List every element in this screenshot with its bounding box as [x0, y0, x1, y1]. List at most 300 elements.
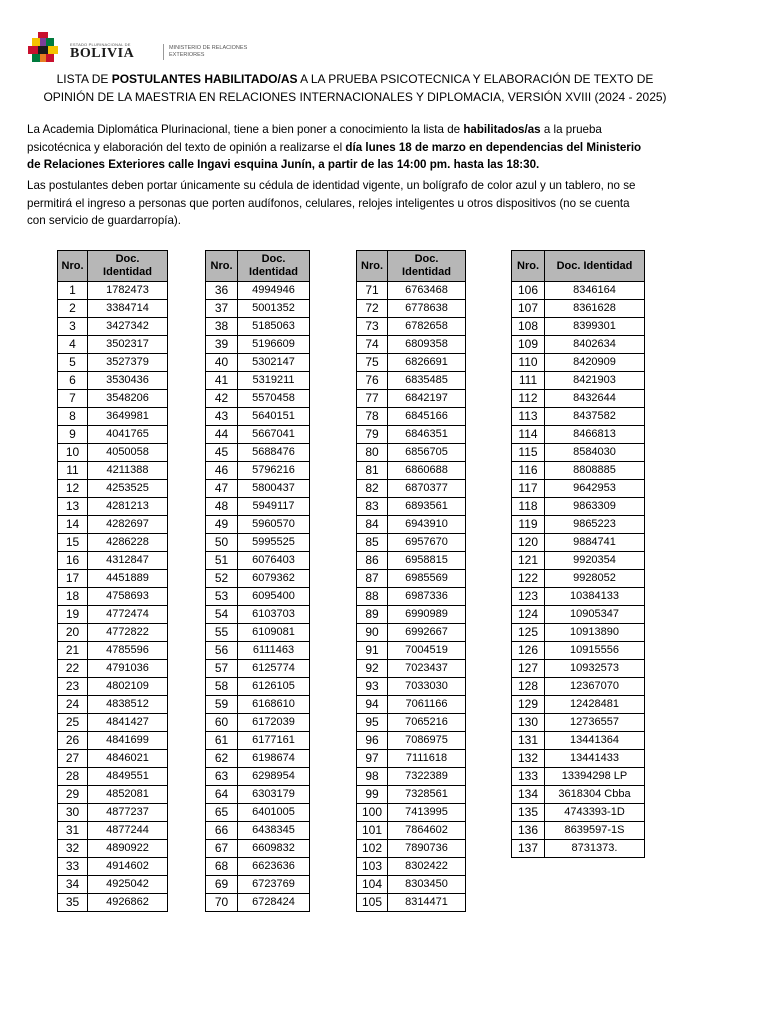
identity-document: 8639597-1S [545, 822, 645, 840]
row-number: 73 [357, 318, 388, 336]
row-number: 121 [512, 552, 545, 570]
identity-document: 6809358 [388, 336, 466, 354]
row-number: 37 [206, 300, 238, 318]
table-row [357, 282, 466, 300]
identity-document: 1782473 [88, 282, 168, 300]
identity-document: 5001352 [238, 300, 310, 318]
table-row [357, 858, 466, 876]
table-row [512, 282, 645, 300]
identity-document: 6109081 [238, 624, 310, 642]
identity-document: 9920354 [545, 552, 645, 570]
identity-document: 4312847 [88, 552, 168, 570]
row-number: 34 [58, 876, 88, 894]
table-row [512, 372, 645, 390]
identity-document: 8302422 [388, 858, 466, 876]
table-row [512, 480, 645, 498]
row-number: 36 [206, 282, 238, 300]
row-number: 9 [58, 426, 88, 444]
row-number: 2 [58, 300, 88, 318]
identity-document: 6623636 [238, 858, 310, 876]
table-row [206, 372, 310, 390]
table-row [512, 642, 645, 660]
table-row [512, 444, 645, 462]
table-row [357, 480, 466, 498]
table-row [357, 822, 466, 840]
table-row [357, 714, 466, 732]
bolivia-emblem-icon [28, 32, 58, 62]
intro-paragraph [27, 121, 647, 174]
row-number: 14 [58, 516, 88, 534]
row-number: 90 [357, 624, 388, 642]
identity-document: 4050058 [88, 444, 168, 462]
ministry-name: MINISTERIO DE RELACIONES EXTERIORES [169, 45, 248, 58]
identity-document: 4852081 [88, 786, 168, 804]
identity-document: 8399301 [545, 318, 645, 336]
identity-document: 4838512 [88, 696, 168, 714]
row-number: 106 [512, 282, 545, 300]
identity-document: 6103703 [238, 606, 310, 624]
identity-document: 6992667 [388, 624, 466, 642]
table-row [357, 354, 466, 372]
identity-document: 6893561 [388, 498, 466, 516]
table-row [357, 516, 466, 534]
identity-document: 12367070 [545, 678, 645, 696]
row-number: 107 [512, 300, 545, 318]
identity-document: 6958815 [388, 552, 466, 570]
row-number: 43 [206, 408, 238, 426]
row-number: 94 [357, 696, 388, 714]
intro-part1: La Academia Diplomática Plurinacional, tiene a bien poner a conocimiento la lista de [27, 123, 464, 136]
table-row [58, 840, 168, 858]
table-row [512, 822, 645, 840]
table-row [58, 498, 168, 516]
row-number: 79 [357, 426, 388, 444]
table-row [512, 750, 645, 768]
table-row [512, 768, 645, 786]
table-row [206, 858, 310, 876]
table-row [58, 642, 168, 660]
row-number: 72 [357, 300, 388, 318]
table-row [512, 840, 645, 858]
logo-caption: ESTADO PLURINACIONAL DE [70, 42, 131, 47]
intro-bold2: día lunes 18 de marzo en dependencias del Ministerio de Relaciones Exteriores calle Ingavi esquina Junín, a partir de las 14:00 pm. hasta las 18:30. [27, 140, 642, 171]
row-number: 119 [512, 516, 545, 534]
table-row [206, 552, 310, 570]
identity-document: 7033030 [388, 678, 466, 696]
table-row [58, 588, 168, 606]
row-number: 117 [512, 480, 545, 498]
table-row [58, 354, 168, 372]
table-row [206, 696, 310, 714]
table-row [512, 390, 645, 408]
row-number: 93 [357, 678, 388, 696]
row-number: 86 [357, 552, 388, 570]
row-number: 50 [206, 534, 238, 552]
table-row [206, 498, 310, 516]
row-number: 48 [206, 498, 238, 516]
table-row [357, 624, 466, 642]
row-number: 49 [206, 516, 238, 534]
row-number: 111 [512, 372, 545, 390]
table-row [357, 894, 466, 912]
table-row [58, 462, 168, 480]
header-nro: Nro. [512, 251, 545, 282]
identity-document: 3548206 [88, 390, 168, 408]
row-number: 103 [357, 858, 388, 876]
identity-document: 9642953 [545, 480, 645, 498]
row-number: 44 [206, 426, 238, 444]
row-number: 137 [512, 840, 545, 858]
identity-document: 6782658 [388, 318, 466, 336]
identity-document: 6076403 [238, 552, 310, 570]
table-row [512, 336, 645, 354]
identity-document: 13441364 [545, 732, 645, 750]
identity-document: 5185063 [238, 318, 310, 336]
table-row [206, 894, 310, 912]
identity-document: 8314471 [388, 894, 466, 912]
row-number: 55 [206, 624, 238, 642]
table-row [58, 696, 168, 714]
table-row [206, 786, 310, 804]
identity-document: 4890922 [88, 840, 168, 858]
table-row [206, 606, 310, 624]
row-number: 69 [206, 876, 238, 894]
identity-document: 5319211 [238, 372, 310, 390]
row-number: 128 [512, 678, 545, 696]
identity-document: 5949117 [238, 498, 310, 516]
identity-document: 4877237 [88, 804, 168, 822]
id-table-4 [511, 250, 645, 858]
identity-document: 8420909 [545, 354, 645, 372]
table-row [206, 624, 310, 642]
table-row [58, 300, 168, 318]
table-row [512, 678, 645, 696]
table-row [58, 894, 168, 912]
row-number: 85 [357, 534, 388, 552]
identity-document: 4841699 [88, 732, 168, 750]
logo-country: BOLIVIA [70, 46, 135, 61]
identity-document: 6079362 [238, 570, 310, 588]
identity-document: 13441433 [545, 750, 645, 768]
row-number: 84 [357, 516, 388, 534]
identity-document: 8303450 [388, 876, 466, 894]
title-part2: A LA PRUEBA PSICOTECNICA Y ELABORACIÓN DE TEXTO DE OPINIÓN DE LA MAESTRIA EN RELACIONES INTERNACIONALES Y DIPLOMACIA, VERSIÓN XVIII (2024 - 2025) [43, 72, 667, 104]
identity-document: 9863309 [545, 498, 645, 516]
table-row [206, 426, 310, 444]
row-number: 122 [512, 570, 545, 588]
identity-document: 9865223 [545, 516, 645, 534]
row-number: 53 [206, 588, 238, 606]
row-number: 29 [58, 786, 88, 804]
identity-document: 5570458 [238, 390, 310, 408]
identity-document: 10905347 [545, 606, 645, 624]
identity-document: 3618304 Cbba [545, 786, 645, 804]
table-row [58, 282, 168, 300]
identity-document: 4791036 [88, 660, 168, 678]
table-row [512, 516, 645, 534]
table-row [58, 390, 168, 408]
row-number: 65 [206, 804, 238, 822]
table-row [512, 624, 645, 642]
row-number: 18 [58, 588, 88, 606]
identity-document: 5796216 [238, 462, 310, 480]
table-row [357, 786, 466, 804]
table-row [357, 750, 466, 768]
row-number: 123 [512, 588, 545, 606]
identity-document: 6856705 [388, 444, 466, 462]
table-row [357, 372, 466, 390]
table-row [357, 606, 466, 624]
row-number: 62 [206, 750, 238, 768]
row-number: 110 [512, 354, 545, 372]
table-row [206, 660, 310, 678]
row-number: 108 [512, 318, 545, 336]
row-number: 101 [357, 822, 388, 840]
id-table-3 [356, 250, 466, 912]
row-number: 98 [357, 768, 388, 786]
identity-document: 6763468 [388, 282, 466, 300]
table-row [58, 480, 168, 498]
header-doc: Doc. Identidad [388, 251, 466, 282]
identity-document: 5800437 [238, 480, 310, 498]
identity-document: 7890736 [388, 840, 466, 858]
row-number: 81 [357, 462, 388, 480]
table-row [206, 408, 310, 426]
table-row [58, 750, 168, 768]
row-number: 4 [58, 336, 88, 354]
row-number: 75 [357, 354, 388, 372]
table-row [206, 336, 310, 354]
table-row [512, 660, 645, 678]
table-row [512, 588, 645, 606]
table-row [58, 804, 168, 822]
table-row [512, 534, 645, 552]
row-number: 87 [357, 570, 388, 588]
row-number: 70 [206, 894, 238, 912]
identity-document: 12736557 [545, 714, 645, 732]
identity-document: 7413995 [388, 804, 466, 822]
identity-document: 4772474 [88, 606, 168, 624]
table-row [58, 570, 168, 588]
table-row [206, 714, 310, 732]
identity-document: 4841427 [88, 714, 168, 732]
identity-document: 6987336 [388, 588, 466, 606]
row-number: 20 [58, 624, 88, 642]
table-row [206, 750, 310, 768]
identity-document: 6111463 [238, 642, 310, 660]
identity-document: 10913890 [545, 624, 645, 642]
row-number: 3 [58, 318, 88, 336]
table-row [512, 426, 645, 444]
row-number: 115 [512, 444, 545, 462]
table-row [58, 624, 168, 642]
row-number: 41 [206, 372, 238, 390]
identity-document: 6728424 [238, 894, 310, 912]
identity-document: 6609832 [238, 840, 310, 858]
identity-document: 5688476 [238, 444, 310, 462]
identity-document: 8808885 [545, 462, 645, 480]
identity-document: 4253525 [88, 480, 168, 498]
row-number: 56 [206, 642, 238, 660]
row-number: 113 [512, 408, 545, 426]
row-number: 32 [58, 840, 88, 858]
identity-document: 6198674 [238, 750, 310, 768]
row-number: 68 [206, 858, 238, 876]
identity-document: 7023437 [388, 660, 466, 678]
identity-document: 8421903 [545, 372, 645, 390]
identity-document: 9928052 [545, 570, 645, 588]
table-row [357, 732, 466, 750]
identity-document: 10915556 [545, 642, 645, 660]
table-row [357, 804, 466, 822]
row-number: 74 [357, 336, 388, 354]
identity-document: 8437582 [545, 408, 645, 426]
identity-document: 13394298 LP [545, 768, 645, 786]
id-table-1 [57, 250, 168, 912]
identity-document: 6778638 [388, 300, 466, 318]
table-row [58, 426, 168, 444]
row-number: 22 [58, 660, 88, 678]
table-row [512, 318, 645, 336]
identity-document: 6126105 [238, 678, 310, 696]
row-number: 31 [58, 822, 88, 840]
table-row [357, 678, 466, 696]
row-number: 76 [357, 372, 388, 390]
row-number: 27 [58, 750, 88, 768]
identity-document: 8584030 [545, 444, 645, 462]
table-row [58, 732, 168, 750]
row-number: 71 [357, 282, 388, 300]
row-number: 91 [357, 642, 388, 660]
identity-document: 6985569 [388, 570, 466, 588]
table-row [357, 660, 466, 678]
identity-document: 3530436 [88, 372, 168, 390]
table-row [58, 786, 168, 804]
table-row [58, 714, 168, 732]
row-number: 102 [357, 840, 388, 858]
table-row [357, 768, 466, 786]
row-number: 66 [206, 822, 238, 840]
table-row [206, 318, 310, 336]
table-row [206, 732, 310, 750]
row-number: 130 [512, 714, 545, 732]
identity-document: 7864602 [388, 822, 466, 840]
identity-document: 7061166 [388, 696, 466, 714]
table-row [512, 786, 645, 804]
table-row [58, 444, 168, 462]
row-number: 38 [206, 318, 238, 336]
row-number: 19 [58, 606, 88, 624]
identity-document: 6846351 [388, 426, 466, 444]
identity-document: 8731373. [545, 840, 645, 858]
row-number: 112 [512, 390, 545, 408]
identity-document: 10932573 [545, 660, 645, 678]
row-number: 135 [512, 804, 545, 822]
row-number: 39 [206, 336, 238, 354]
identity-document: 4451889 [88, 570, 168, 588]
table-row [58, 660, 168, 678]
table-row [206, 390, 310, 408]
identity-document: 6177161 [238, 732, 310, 750]
document-title [40, 71, 670, 106]
table-row [512, 696, 645, 714]
row-number: 100 [357, 804, 388, 822]
row-number: 67 [206, 840, 238, 858]
table-row [58, 606, 168, 624]
row-number: 95 [357, 714, 388, 732]
identity-document: 5302147 [238, 354, 310, 372]
title-part1: LISTA DE [56, 72, 112, 86]
row-number: 61 [206, 732, 238, 750]
header-doc: Doc. Identidad [238, 251, 310, 282]
row-number: 131 [512, 732, 545, 750]
row-number: 97 [357, 750, 388, 768]
identity-document: 4802109 [88, 678, 168, 696]
row-number: 136 [512, 822, 545, 840]
row-number: 118 [512, 498, 545, 516]
table-row [357, 642, 466, 660]
identity-document: 4286228 [88, 534, 168, 552]
row-number: 8 [58, 408, 88, 426]
identity-document: 6957670 [388, 534, 466, 552]
table-row [357, 588, 466, 606]
identity-document: 4281213 [88, 498, 168, 516]
header-doc: Doc. Identidad [88, 251, 168, 282]
row-number: 33 [58, 858, 88, 876]
table-row [357, 408, 466, 426]
table-row [512, 354, 645, 372]
identity-document: 8361628 [545, 300, 645, 318]
row-number: 58 [206, 678, 238, 696]
identity-document: 7111618 [388, 750, 466, 768]
identity-document: 4743393-1D [545, 804, 645, 822]
table-row [206, 822, 310, 840]
row-number: 28 [58, 768, 88, 786]
identity-document: 4758693 [88, 588, 168, 606]
table-row [206, 354, 310, 372]
row-number: 77 [357, 390, 388, 408]
row-number: 40 [206, 354, 238, 372]
table-row [357, 300, 466, 318]
row-number: 78 [357, 408, 388, 426]
identity-document: 4785596 [88, 642, 168, 660]
identity-document: 8466813 [545, 426, 645, 444]
table-row [206, 282, 310, 300]
row-number: 88 [357, 588, 388, 606]
header-doc: Doc. Identidad [545, 251, 645, 282]
table-row [512, 606, 645, 624]
table-row [58, 822, 168, 840]
row-number: 11 [58, 462, 88, 480]
table-row [206, 768, 310, 786]
table-row [512, 732, 645, 750]
table-row [58, 336, 168, 354]
row-number: 114 [512, 426, 545, 444]
identity-document: 6943910 [388, 516, 466, 534]
table-row [58, 372, 168, 390]
identity-document: 3427342 [88, 318, 168, 336]
identity-document: 4772822 [88, 624, 168, 642]
identity-document: 4926862 [88, 894, 168, 912]
row-number: 7 [58, 390, 88, 408]
table-row [206, 516, 310, 534]
row-number: 57 [206, 660, 238, 678]
row-number: 52 [206, 570, 238, 588]
row-number: 82 [357, 480, 388, 498]
header-nro: Nro. [206, 251, 238, 282]
table-row [357, 498, 466, 516]
identity-document: 6298954 [238, 768, 310, 786]
